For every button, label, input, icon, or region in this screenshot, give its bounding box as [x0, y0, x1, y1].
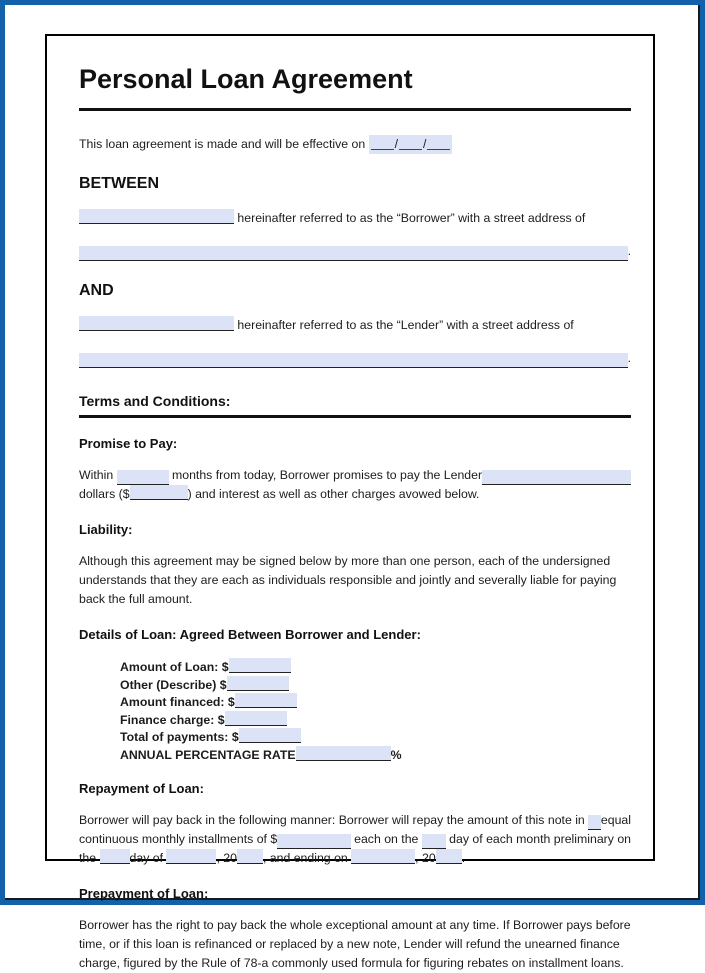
repayment-text-8: , 20 — [216, 851, 237, 865]
borrower-name-field[interactable] — [79, 209, 234, 224]
promise-text-4: ) and interest as well as other charges avowed below. — [187, 487, 480, 501]
repayment-text-7: day of — [129, 851, 167, 865]
detail-label: Total of payments: $ — [120, 730, 239, 744]
lender-name-text: hereinafter referred to as the “Lender” with a street address of — [234, 318, 574, 332]
detail-label: Amount financed: $ — [120, 695, 235, 709]
intro-line — [79, 135, 631, 154]
borrower-name-line — [79, 209, 631, 228]
end-month-field[interactable] — [351, 849, 415, 864]
repayment-line-1 — [79, 811, 631, 830]
end-year-field[interactable] — [436, 849, 462, 864]
repayment-text-9: , and ending on — [262, 851, 352, 865]
lender-name-line — [79, 316, 631, 335]
date-separator: / — [394, 137, 399, 151]
repayment-text-3: continuous monthly installments of $ — [79, 832, 278, 846]
detail-row — [120, 746, 631, 764]
other-describe-field[interactable] — [227, 676, 289, 691]
apr-field[interactable] — [296, 746, 391, 761]
detail-row — [120, 676, 631, 694]
repayment-text-6: the — [79, 851, 100, 865]
period-text: . — [627, 244, 631, 258]
detail-label: Amount of Loan: $ — [120, 660, 229, 674]
detail-label: ANNUAL PERCENTAGE RATE — [120, 747, 296, 762]
repayment-text-4: each on the — [350, 832, 422, 846]
repayment-line-3 — [79, 849, 631, 868]
amount-words-field[interactable] — [482, 470, 631, 485]
detail-row — [120, 728, 631, 746]
start-month-field[interactable] — [166, 849, 216, 864]
date-month-blank[interactable] — [371, 136, 394, 150]
detail-row — [120, 711, 631, 729]
prepayment-heading: Prepayment of Loan: — [79, 886, 209, 901]
document-page — [45, 34, 655, 970]
lender-name-field[interactable] — [79, 316, 234, 331]
intro-text: This loan agreement is made and will be effective on — [79, 137, 369, 151]
months-field[interactable] — [117, 470, 169, 485]
details-heading: Details of Loan: Agreed Between Borrower and Lender: — [79, 627, 421, 642]
amount-numeric-field[interactable] — [130, 485, 188, 500]
promise-line-2 — [79, 485, 631, 504]
detail-label: Finance charge: $ — [120, 712, 225, 727]
borrower-name-text: hereinafter referred to as the “Borrower” with a street address of — [234, 211, 586, 225]
effective-date-field[interactable] — [369, 135, 453, 154]
and-heading: AND — [79, 282, 114, 299]
start-day-field[interactable] — [100, 849, 130, 864]
repayment-text-5: day of each month preliminary on — [445, 832, 631, 846]
date-year-blank[interactable] — [427, 136, 450, 150]
repayment-heading: Repayment of Loan: — [79, 781, 204, 796]
payment-day-field[interactable] — [422, 834, 446, 849]
promise-text-3: dollars ($ — [79, 487, 130, 501]
lender-address-field[interactable] — [79, 353, 628, 368]
repayment-text-2: equal — [600, 813, 631, 827]
liability-paragraph: Although this agreement may be signed below by more than one person, each of the undersigned understands that they are each as individuals responsible and jointly and severally liable for paying back the full amount. — [79, 554, 617, 606]
finance-charge-field[interactable] — [225, 711, 287, 726]
borrower-address-field[interactable] — [79, 246, 628, 261]
between-heading: BETWEEN — [79, 175, 159, 192]
percent-sign: % — [390, 747, 402, 762]
installment-amount-field[interactable] — [277, 834, 350, 849]
detail-row — [120, 693, 631, 711]
detail-row — [120, 658, 631, 676]
repayment-text-10: , 20 — [415, 851, 436, 865]
amount-of-loan-field[interactable] — [229, 658, 291, 673]
repayment-text-1: Borrower will pay back in the following manner: Borrower will repay the amount of this note in — [79, 813, 589, 827]
page-title: Personal Loan Agreement — [79, 64, 413, 94]
repayment-line-2 — [79, 830, 631, 849]
terms-divider — [79, 415, 631, 418]
promise-text-1: Within — [79, 468, 117, 482]
installment-count-field[interactable] — [588, 815, 601, 830]
liability-heading: Liability: — [79, 522, 133, 537]
loan-details-list — [120, 658, 631, 763]
date-day-blank[interactable] — [399, 136, 422, 150]
terms-heading: Terms and Conditions: — [79, 393, 231, 409]
total-of-payments-field[interactable] — [239, 728, 301, 743]
amount-financed-field[interactable] — [235, 693, 297, 708]
lender-address-line — [79, 349, 631, 368]
date-separator: / — [423, 137, 427, 151]
start-year-field[interactable] — [237, 849, 263, 864]
borrower-address-line — [79, 242, 631, 261]
prepayment-paragraph: Borrower has the right to pay back the whole exceptional amount at any time. If Borrower pays before time, or if this loan is refinanced or replaced by a new note, Lender will refund the unearned finance charge, figured by the Rule of 78-a commonly used formula for figuring rebates on installment loans. — [79, 918, 631, 970]
promise-line-1 — [79, 466, 631, 485]
promise-heading: Promise to Pay: — [79, 436, 178, 451]
repayment-text-11: . — [461, 851, 466, 865]
period-text: . — [627, 351, 631, 365]
title-divider — [79, 108, 631, 111]
detail-label: Other (Describe) $ — [120, 677, 227, 692]
promise-text-2: months from today, Borrower promises to pay the Lender — [168, 468, 483, 482]
